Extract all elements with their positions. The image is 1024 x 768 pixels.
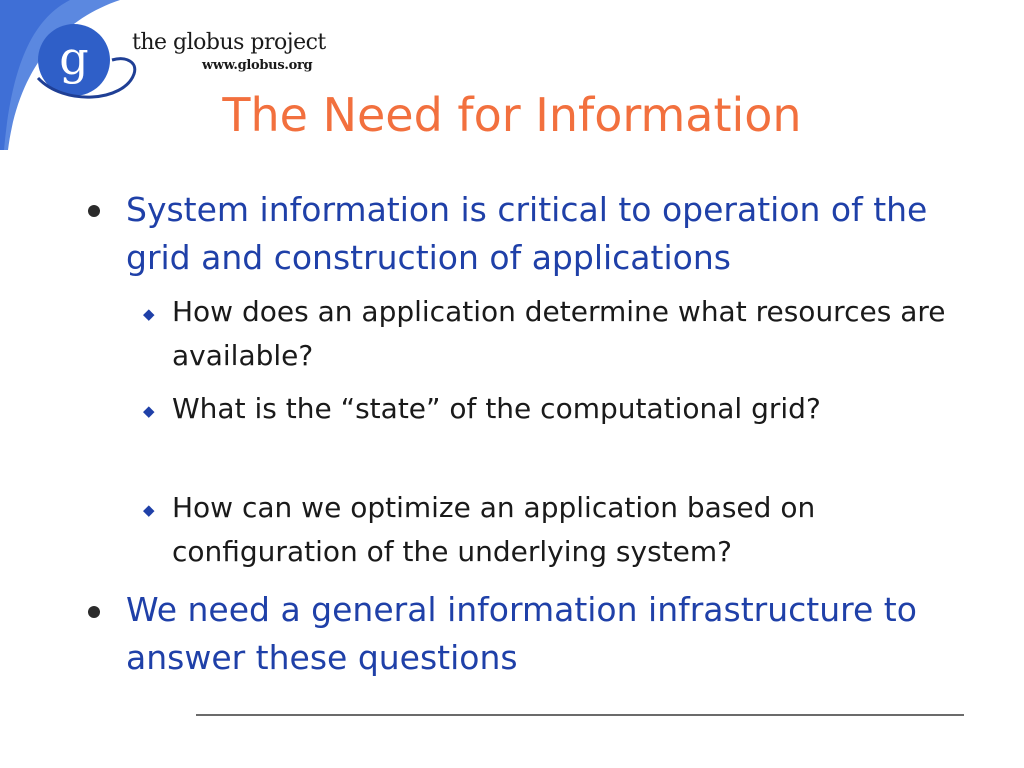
logo-url: www.globus.org: [202, 58, 313, 73]
logo-letter: g: [59, 31, 89, 85]
bullet-point-icon: [88, 205, 100, 217]
sub-bullet-text: How does an application determine what resources are available?: [172, 295, 946, 372]
bullet-point-icon: [88, 606, 100, 618]
diamond-bullet-icon: ◆: [143, 501, 155, 519]
slide-title: The Need for Information: [222, 88, 802, 142]
sub-bullet-text: What is the “state” of the computational grid?: [172, 392, 821, 425]
bullet-text: We need a general information infrastructure to answer these questions: [126, 590, 917, 677]
bullet-text: System information is critical to operation of the grid and construction of applications: [126, 190, 928, 277]
diamond-bullet-icon: ◆: [143, 402, 155, 420]
logo-name: the globus project: [132, 30, 326, 55]
diamond-bullet-icon: ◆: [143, 305, 155, 323]
footer-divider: [196, 714, 964, 716]
sub-bullet-text: How can we optimize an application based on configuration of the underlying system?: [172, 491, 816, 568]
